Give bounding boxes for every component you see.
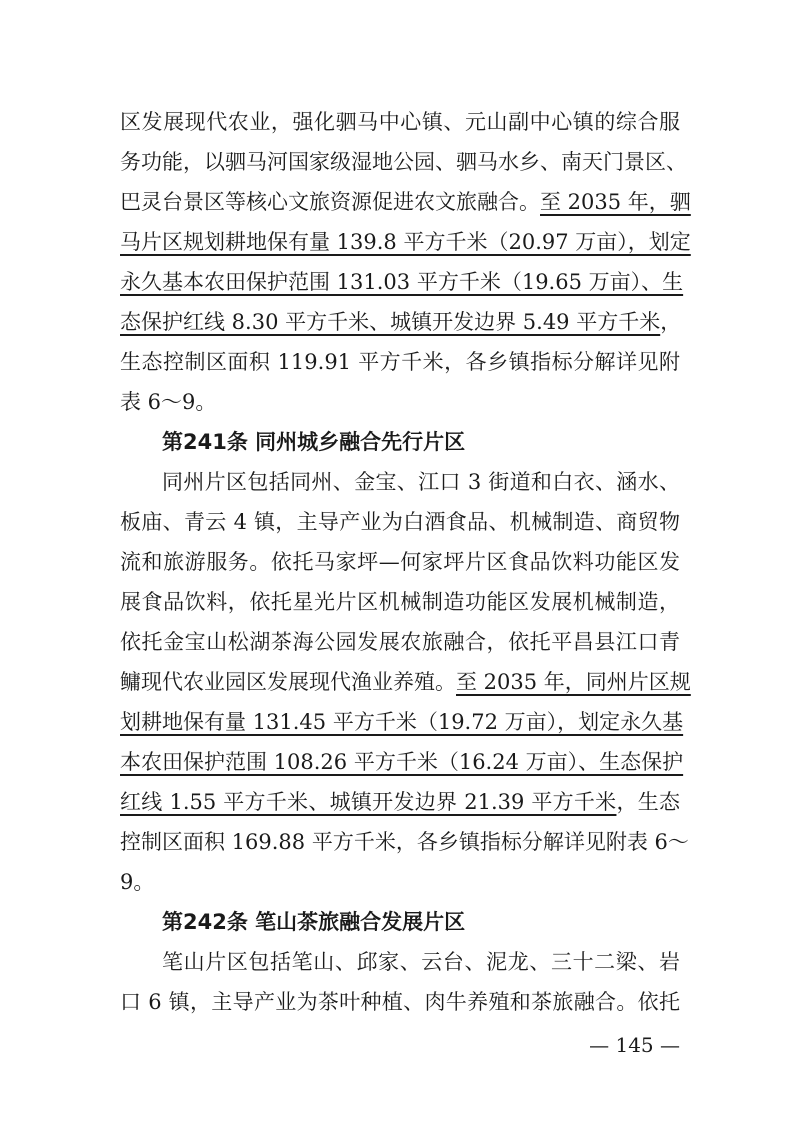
text-line [162,942,680,982]
section-heading: 第242条 笔山茶旅融合发展片区 [162,910,466,934]
text-segment: 口 6 镇，主导产业为茶叶种植、肉牛养殖和茶旅融合。依托 [120,990,680,1014]
underlined-text: 本农田保护范围 108.26 平方千米（16.24 万亩）、生态保护 [120,750,684,774]
text-line [120,142,687,182]
text-line [120,862,680,902]
text-line [162,462,680,502]
text-segment: 9。 [120,870,155,894]
text-line [120,582,680,622]
text-segment: 生态控制区面积 119.91 平方千米，各乡镇指标分解详见附 [120,350,680,374]
text-segment: 巴灵台景区等核心文旅资源促进农文旅融合。 [120,190,540,214]
text-segment: 区发展现代农业，强化驷马中心镇、元山副中心镇的综合服 [120,110,680,134]
text-segment: 表 6～9。 [120,390,217,414]
text-line [120,542,680,582]
text-line [120,742,684,782]
text-line [120,382,680,422]
text-line [120,102,680,142]
underlined-text: 至 2035 年，驷 [540,190,691,214]
underlined-text: 永久基本农田保护范围 131.03 平方千米（19.65 万亩）、生 [120,270,684,294]
underlined-text: 划耕地保有量 131.45 平方千米（19.72 万亩），划定永久基 [120,710,684,734]
text-line [120,222,691,262]
text-line [120,342,680,382]
text-segment: 同州片区包括同州、金宝、江口 3 街道和白衣、涵水、 [162,470,680,494]
text-segment: 流和旅游服务。依托马家坪—何家坪片区食品饮料功能区发 [120,550,680,574]
underlined-text: 红线 1.55 平方千米、城镇开发边界 21.39 平方千米 [120,790,617,814]
text-segment: 依托金宝山松湖茶海公园发展农旅融合，依托平昌县江口青 [120,630,680,654]
text-line [120,982,680,1022]
text-segment: 展食品饮料，依托星光片区机械制造功能区发展机械制造， [120,590,680,614]
section-heading: 第241条 同州城乡融合先行片区 [162,430,466,454]
text-segment: 板庙、青云 4 镇，主导产业为白酒食品、机械制造、商贸物 [120,510,680,534]
underlined-text: 态保护红线 8.30 平方千米、城镇开发边界 5.49 平方千米 [120,310,661,334]
text-segment: 务功能，以驷马河国家级湿地公园、驷马水乡、南天门景区、 [120,150,687,174]
text-segment: 控制区面积 169.88 平方千米，各乡镇指标分解详见附表 6～ [120,830,689,854]
text-segment: 鳙现代农业园区发展现代渔业养殖。 [120,670,456,694]
underlined-text: 至 2035 年，同州片区规 [456,670,691,694]
text-line [120,702,684,742]
text-line [120,782,680,822]
text-segment: ， [660,310,682,334]
text-segment: 笔山片区包括笔山、邱家、云台、泥龙、三十二梁、岩 [162,950,680,974]
page-number: — 145 — [589,1033,680,1057]
text-line [120,262,684,302]
text-line [120,662,691,702]
text-line [120,182,691,222]
underlined-text: 马片区规划耕地保有量 139.8 平方千米（20.97 万亩），划定 [120,230,691,254]
text-line [120,502,680,542]
text-line [120,302,680,342]
text-line [120,622,680,662]
text-segment: ，生态 [616,790,681,814]
text-line [120,822,689,862]
